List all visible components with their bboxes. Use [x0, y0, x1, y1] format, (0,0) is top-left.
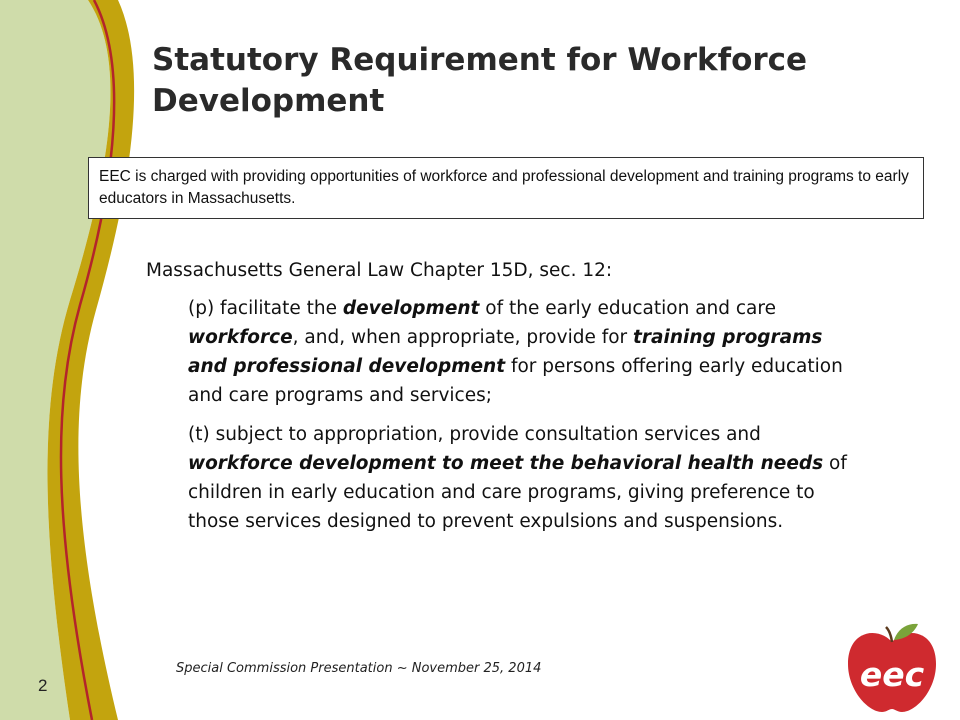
footer-text: Special Commission Presentation ~ November 25, 2014 [176, 661, 542, 676]
law-heading: Massachusetts General Law Chapter 15D, sec. 12: [146, 260, 613, 281]
logo-text: eec [859, 655, 925, 694]
clause-p-text-3: , and, when appropriate, provide for [292, 327, 634, 348]
callout-box: EEC is charged with providing opportunities of workforce and professional development and training programs to early educators in Massachusetts. [88, 157, 924, 219]
clause-t-emphasis-1: workforce development to meet the behavioral health needs [188, 453, 824, 474]
clause-p-emphasis-2: workforce [188, 327, 293, 348]
clause-p [188, 294, 848, 410]
clause-p-emphasis-3: training programs and professional development [188, 327, 823, 377]
law-content [146, 256, 866, 536]
clause-p-text-2: of the early education and care [479, 298, 776, 319]
slide-title: Statutory Requirement for Workforce Development [152, 42, 808, 119]
eec-apple-logo [842, 620, 942, 715]
slide-number: 2 [38, 676, 48, 695]
clause-p-text-1: (p) facilitate the [188, 298, 343, 319]
clause-t-text-2: of children in early education and care programs, giving preference to those services designed to prevent expulsions and suspensions. [188, 453, 847, 532]
clause-p-emphasis-1: development [342, 298, 480, 319]
clause-t-text-1: (t) subject to appropriation, provide consultation services and [188, 424, 761, 445]
clause-t [188, 420, 848, 536]
clause-p-text-4: for persons offering early education and care programs and services; [188, 356, 843, 406]
